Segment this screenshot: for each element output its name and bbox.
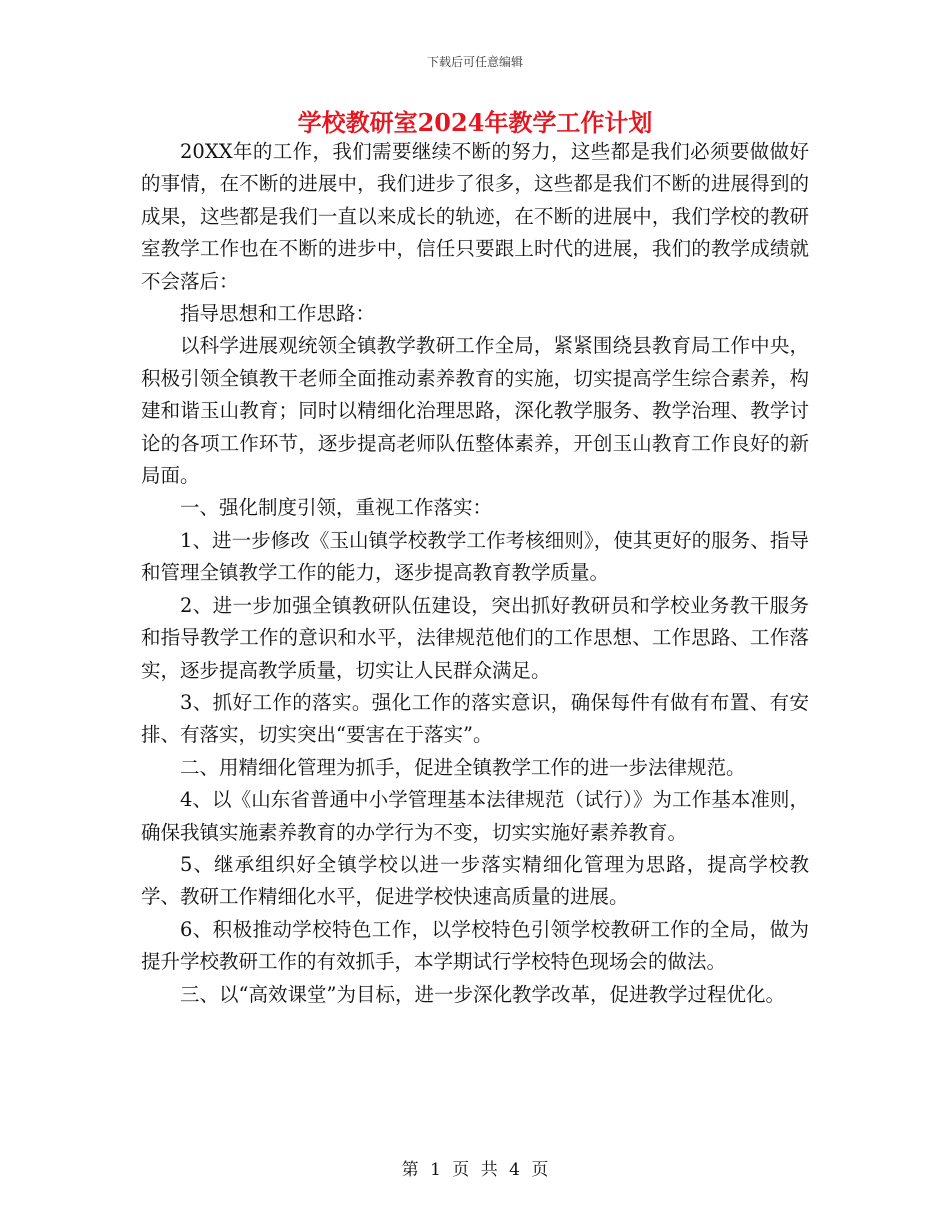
paragraph-item-2: 2、进一步加强全镇教研队伍建设，突出抓好教研员和学校业务教干服务和指导教学工作的意识和水平，法律规范他们的工作思想、工作思路、工作落实，逐步提高教学质量，切实让人民群众满足。 bbox=[141, 593, 809, 682]
section-heading-3: 三、以“高效课堂”为目标，进一步深化教学改革，促进教学过程优化。 bbox=[180, 982, 785, 1006]
paragraph-item-3: 3、抓好工作的落实。强化工作的落实意识，确保每件有做有布置、有安排、有落实，切实突出“要害在于落实”。 bbox=[141, 690, 809, 747]
section-heading-1: 一、强化制度引领，重视工作落实： bbox=[180, 496, 493, 520]
paragraph-guiding: 以科学进展观统领全镇教学教研工作全局，紧紧围绕县教育局工作中央，积极引领全镇教干老师全面推动素养教育的实施，切实提高学生综合素养，构建和谐玉山教育；同时以精细化治理思路，深化教学服务、教学治理、教学讨论的各项工作环节，逐步提高老师队伍整体素养，开创玉山教育工作良好的新局面。 bbox=[141, 334, 809, 488]
document-title: 学校教研室2024年教学工作计划 bbox=[297, 108, 653, 137]
page-header-note: 下载后可任意编辑 bbox=[426, 55, 523, 69]
paragraph-item-4: 4、以《山东省普通中小学管理基本法律规范（试行）》为工作基本准则，确保我镇实施素养教育的办学行为不变，切实实施好素养教育。 bbox=[141, 788, 809, 844]
page-number: 第 1 页 共 4 页 bbox=[401, 1160, 549, 1180]
paragraph-heading-guiding: 指导思想和工作思路： bbox=[180, 302, 376, 326]
document-body bbox=[141, 136, 809, 1011]
section-heading-2: 二、用精细化管理为抓手，促进全镇教学工作的进一步法律规范。 bbox=[180, 755, 746, 779]
paragraph-item-1: 1、进一步修改《玉山镇学校教学工作考核细则》，使其更好的服务、指导和管理全镇教学工作的能力，逐步提高教育教学质量。 bbox=[141, 528, 809, 585]
paragraph-item-6: 6、积极推动学校特色工作，以学校特色引领学校教研工作的全局，做为提升学校教研工作的有效抓手，本学期试行学校特色现场会的做法。 bbox=[141, 917, 809, 974]
paragraph-intro: 20XX年的工作，我们需要继续不断的努力，这些都是我们必须要做做好的事情，在不断的进展中，我们进步了很多，这些都是我们不断的进展得到的成果，这些都是我们一直以来成长的轨迹，在不断的进展中，我们学校的教研室教学工作也在不断的进步中，信任只要跟上时代的进展，我们的教学成绩就不会落后： bbox=[141, 140, 809, 293]
paragraph-item-5: 5、继承组织好全镇学校以进一步落实精细化管理为思路，提高学校教学、教研工作精细化水平，促进学校快速高质量的进展。 bbox=[141, 852, 809, 909]
